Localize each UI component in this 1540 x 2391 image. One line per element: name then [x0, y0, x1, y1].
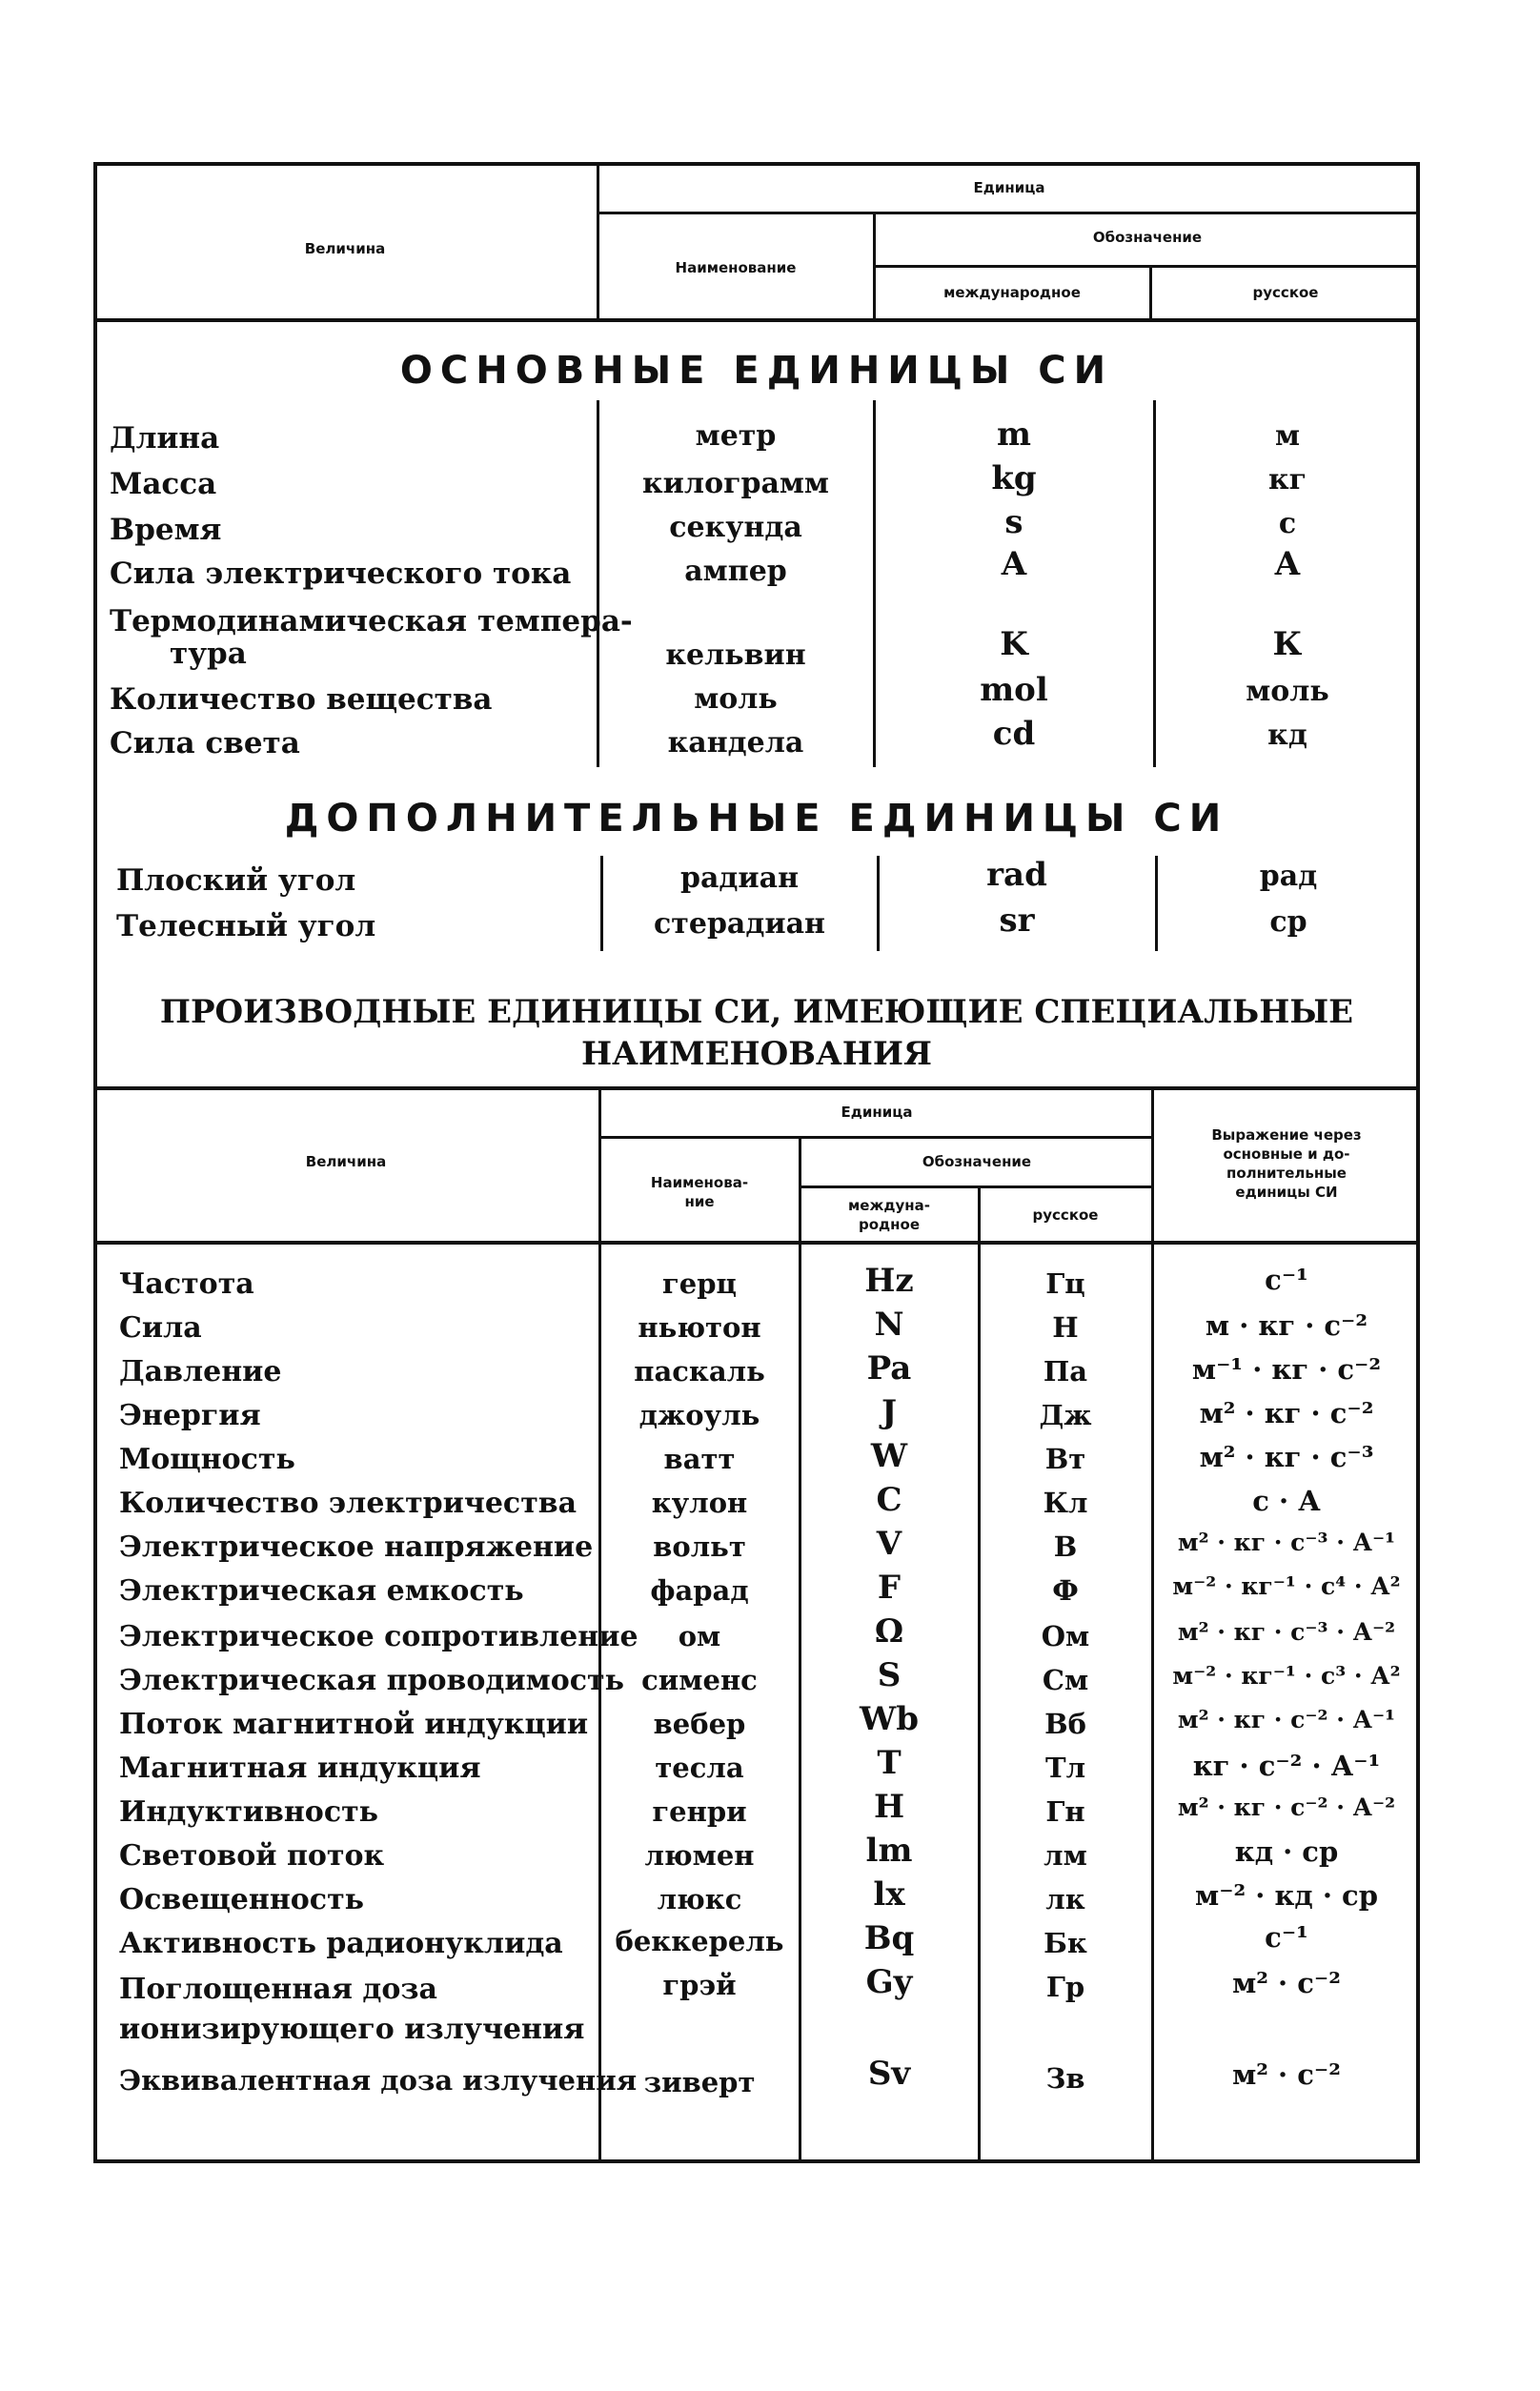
divider [1153, 400, 1156, 767]
unit-name-cell: тесла [655, 1752, 744, 1784]
intl-symbol-cell: K [1000, 625, 1028, 663]
unit-name-cell: беккерель [615, 1925, 784, 1957]
quantity-cell: Сила [119, 1311, 202, 1345]
divider [93, 318, 1420, 322]
unit-name-cell: вольт [653, 1530, 746, 1563]
intl-symbol-cell: V [876, 1525, 902, 1563]
intl-symbol-cell: Ω [874, 1612, 904, 1651]
expression-cell: м⁻² · кд · ср [1195, 1879, 1378, 1912]
header-designation: Обозначение [1092, 229, 1203, 246]
quantity-cell: Время [110, 513, 222, 547]
expression-cell: м² · кг · с⁻³ · А⁻² [1177, 1618, 1396, 1646]
intl-symbol-cell: Sv [867, 2055, 911, 2093]
intl-symbol-cell: mol [980, 671, 1048, 709]
unit-name-cell: секунда [669, 511, 802, 544]
quantity-cell: Энергия [119, 1399, 261, 1432]
header-name-line2: ние [684, 1193, 715, 1210]
quantity-cell: Индуктивность [119, 1795, 379, 1829]
quantity-cell: Электрическая емкость [119, 1574, 524, 1608]
divider [800, 1185, 1153, 1188]
quantity-cell: Поток магнитной индукции [119, 1708, 589, 1741]
header-unit: Единица [973, 179, 1045, 196]
intl-symbol-cell: m [997, 415, 1031, 454]
intl-symbol-cell: F [877, 1569, 902, 1607]
section-title-supplementary-units: ДОПОЛНИТЕЛЬНЫЕ ЕДИНИЦЫ СИ [284, 797, 1229, 841]
rus-symbol-cell: Дж [1039, 1399, 1092, 1431]
unit-name-cell: вебер [653, 1708, 746, 1740]
expression-cell: м² · кг · с⁻³ [1199, 1441, 1374, 1473]
divider [93, 1086, 1420, 1090]
unit-name-cell: люкс [657, 1883, 742, 1915]
intl-symbol-cell: J [881, 1393, 898, 1431]
divider [875, 265, 1420, 268]
rus-symbol-cell: Гн [1045, 1795, 1085, 1828]
expression-cell: с⁻¹ [1265, 1921, 1308, 1954]
unit-name-cell: ампер [684, 555, 787, 588]
unit-name-cell: ом [678, 1620, 721, 1652]
header-unit: Единица [841, 1104, 913, 1121]
divider [600, 1136, 1153, 1139]
quantity-cell: Частота [119, 1267, 254, 1301]
quantity-cell: Количество электричества [119, 1487, 578, 1520]
header-international: междуна- [848, 1197, 930, 1214]
rus-symbol-cell: Ом [1041, 1620, 1090, 1652]
quantity-cell: Количество вещества [110, 682, 493, 717]
header-name: Наименование [675, 259, 797, 276]
quantity-cell: Электрическое напряжение [119, 1530, 594, 1564]
intl-symbol-cell: N [874, 1306, 904, 1344]
unit-name-cell: паскаль [634, 1355, 765, 1388]
rus-symbol-cell: моль [1246, 675, 1329, 708]
rus-symbol-cell: См [1042, 1664, 1089, 1696]
quantity-cell: Давление [119, 1355, 282, 1388]
unit-name-cell: ньютон [638, 1311, 761, 1344]
rus-symbol-cell: с [1278, 507, 1297, 540]
unit-name-cell: люмен [644, 1839, 755, 1872]
header-international: международное [943, 284, 1081, 301]
section-title-base-units: ОСНОВНЫЕ ЕДИНИЦЫ СИ [399, 349, 1114, 393]
header-expression-line2: основные и до- [1223, 1145, 1350, 1163]
expression-cell: кд · ср [1234, 1835, 1339, 1868]
quantity-cell: Сила света [110, 726, 300, 760]
rus-symbol-cell: К [1272, 625, 1303, 663]
quantity-cell: Плоский угол [116, 863, 356, 898]
rus-symbol-cell: Вб [1044, 1708, 1086, 1740]
header-russian: русское [1252, 284, 1319, 301]
rus-symbol-cell: м [1274, 419, 1301, 453]
unit-name-cell: кельвин [665, 638, 806, 672]
quantity-cell: Телесный угол [116, 909, 376, 943]
quantity-cell: Термодинамическая темпера- [110, 604, 633, 638]
header-expression-line3: полнительные [1226, 1165, 1347, 1182]
intl-symbol-cell: W [870, 1437, 908, 1475]
unit-name-cell: кандела [667, 726, 804, 760]
intl-symbol-cell: rad [986, 856, 1047, 894]
intl-symbol-cell: s [1004, 503, 1023, 541]
header-expression: Выражение через [1211, 1126, 1362, 1144]
quantity-cell: Сила электрического тока [110, 557, 572, 591]
quantity-cell: Поглощенная доза [119, 1973, 437, 2006]
divider [93, 1241, 1420, 1245]
rus-symbol-cell: кг [1267, 463, 1307, 496]
unit-name-cell: джоуль [638, 1399, 760, 1431]
expression-cell: м⁻² · кг⁻¹ · с⁴ · А² [1172, 1572, 1401, 1600]
intl-symbol-cell: H [873, 1788, 905, 1826]
expression-cell: м⁻¹ · кг · с⁻² [1191, 1353, 1382, 1386]
header-quantity: Величина [305, 1153, 387, 1170]
rus-symbol-cell: Бк [1044, 1927, 1087, 1959]
rus-symbol-cell: Зв [1045, 2062, 1085, 2095]
unit-name-cell: зиверт [643, 2066, 756, 2098]
intl-symbol-cell: Hz [864, 1262, 914, 1300]
quantity-cell: Мощность [119, 1443, 295, 1476]
unit-name-cell: фарад [650, 1574, 749, 1607]
quantity-cell: Эквивалентная доза излучения [119, 2064, 638, 2097]
quantity-cell-continuation: ионизирующего излучения [119, 2013, 585, 2046]
unit-name-cell: ватт [663, 1443, 736, 1475]
intl-symbol-cell: lm [865, 1832, 913, 1870]
quantity-cell: Активность радионуклида [119, 1927, 563, 1960]
rus-symbol-cell: лк [1045, 1883, 1085, 1915]
header-name: Наименова- [650, 1174, 749, 1191]
intl-symbol-cell: cd [992, 715, 1036, 753]
rus-symbol-cell: Тл [1044, 1752, 1086, 1784]
expression-cell: кг · с⁻² · А⁻¹ [1192, 1750, 1381, 1782]
intl-symbol-cell: Pa [866, 1349, 912, 1388]
quantity-cell: Магнитная индукция [119, 1752, 481, 1785]
expression-cell: м⁻² · кг⁻¹ · с³ · А² [1172, 1662, 1401, 1690]
quantity-cell: Длина [110, 421, 220, 456]
header-international-line2: родное [859, 1216, 920, 1233]
unit-name-cell: радиан [679, 861, 800, 895]
intl-symbol-cell: A [1001, 545, 1027, 583]
intl-symbol-cell: C [876, 1481, 902, 1519]
divider [598, 212, 1420, 214]
rus-symbol-cell: Гр [1045, 1971, 1085, 2003]
intl-symbol-cell: T [877, 1744, 902, 1782]
intl-symbol-cell: sr [999, 902, 1035, 940]
header-quantity: Величина [304, 240, 386, 257]
rus-symbol-cell: В [1053, 1530, 1078, 1563]
intl-symbol-cell: S [877, 1656, 902, 1694]
expression-cell: с⁻¹ [1265, 1264, 1308, 1296]
divider [873, 400, 876, 767]
unit-name-cell: стерадиан [654, 907, 825, 941]
unit-name-cell: кулон [651, 1487, 748, 1519]
rus-symbol-cell: Н [1052, 1311, 1079, 1344]
expression-cell: м² · кг · с⁻² · А⁻² [1177, 1793, 1396, 1821]
intl-symbol-cell: lx [873, 1875, 905, 1914]
expression-cell: м² · с⁻² [1232, 2058, 1341, 2091]
quantity-cell: Электрическая проводимость [119, 1664, 624, 1697]
rus-symbol-cell: ср [1269, 905, 1307, 939]
unit-name-cell: генри [652, 1795, 747, 1828]
rus-symbol-cell: Ф [1052, 1574, 1079, 1607]
quantity-cell: Световой поток [119, 1839, 385, 1873]
rus-symbol-cell: лм [1044, 1839, 1087, 1872]
section-title-derived-units: ПРОИЗВОДНЫЕ ЕДИНИЦЫ СИ, ИМЕЮЩИЕ СПЕЦИАЛЬНЫЕ [159, 993, 1354, 1031]
unit-name-cell: сименс [641, 1664, 758, 1696]
quantity-cell: Электрическое сопротивление [119, 1620, 638, 1653]
intl-symbol-cell: Wb [860, 1700, 919, 1738]
header-designation: Обозначение [922, 1153, 1032, 1170]
section-title-derived-units-line2: НАИМЕНОВАНИЯ [581, 1035, 932, 1073]
expression-cell: м · кг · с⁻² [1205, 1309, 1368, 1342]
expression-cell: с · А [1252, 1485, 1321, 1517]
unit-name-cell: метр [695, 419, 777, 453]
expression-cell: м² · кг · с⁻² · А⁻¹ [1177, 1706, 1396, 1733]
quantity-cell: Масса [110, 467, 217, 501]
header-expression-line4: единицы СИ [1235, 1184, 1338, 1201]
rus-symbol-cell: А [1274, 545, 1301, 583]
expression-cell: м² · с⁻² [1232, 1967, 1341, 1999]
header-russian: русское [1032, 1206, 1099, 1224]
expression-cell: м² · кг · с⁻² [1199, 1397, 1374, 1429]
rus-symbol-cell: Гц [1045, 1267, 1085, 1300]
intl-symbol-cell: kg [991, 459, 1037, 497]
intl-symbol-cell: Bq [863, 1919, 915, 1957]
rus-symbol-cell: Па [1043, 1355, 1088, 1388]
unit-name-cell: грэй [662, 1969, 737, 2001]
rus-symbol-cell: рад [1259, 860, 1318, 893]
rus-symbol-cell: Кл [1043, 1487, 1088, 1519]
quantity-cell: Освещенность [119, 1883, 365, 1916]
rus-symbol-cell: кд [1267, 719, 1307, 752]
intl-symbol-cell: Gy [865, 1963, 913, 2001]
unit-name-cell: герц [662, 1267, 737, 1300]
rus-symbol-cell: Вт [1044, 1443, 1086, 1475]
expression-cell: м² · кг · с⁻³ · А⁻¹ [1177, 1529, 1396, 1556]
quantity-cell-continuation: тура [170, 637, 247, 671]
unit-name-cell: килограмм [642, 467, 829, 500]
unit-name-cell: моль [694, 682, 778, 716]
